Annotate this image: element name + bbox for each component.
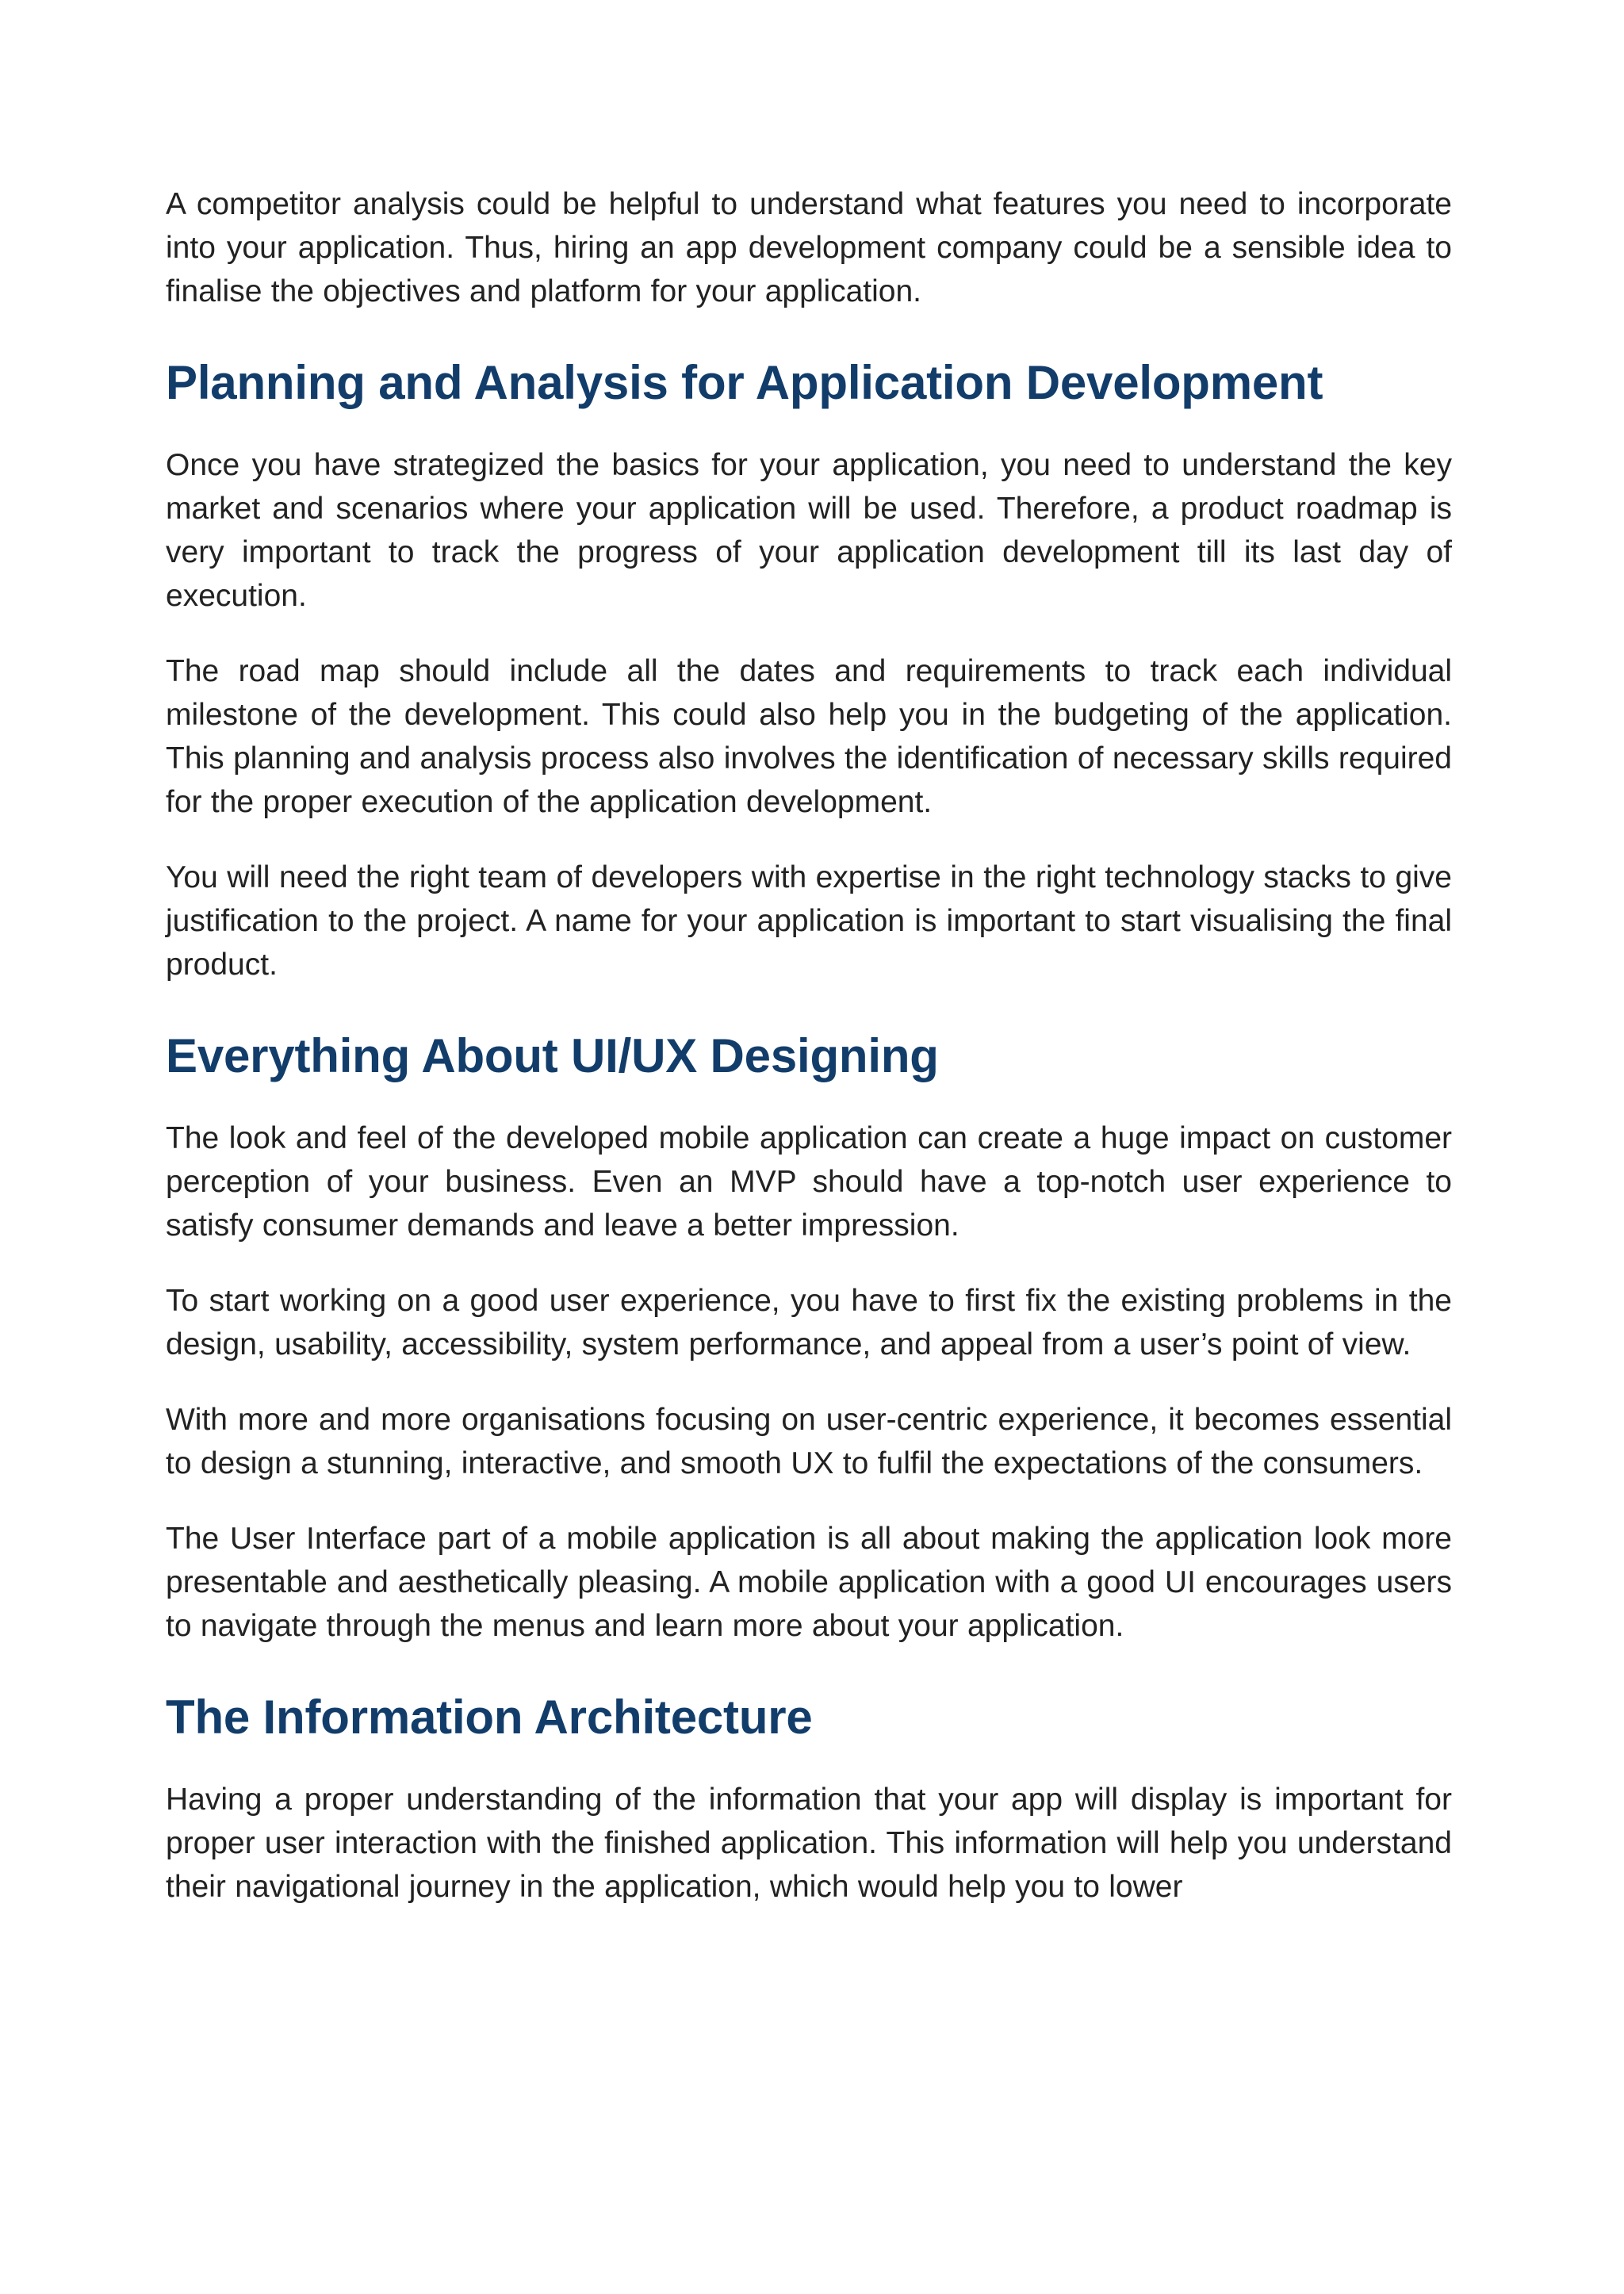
uiux-paragraph-1: The look and feel of the developed mobile application can create a huge impact on customer perception of your business. Even an MVP should have a top-notch user experience to satisfy consumer demands and leave a better impression.: [166, 1121, 1452, 1243]
uiux-paragraph-4: The User Interface part of a mobile application is all about making the application look more presentable and aesthetically pleasing. A mobile application with a good UI encourages users to navigate through the menus and learn more about your application.: [166, 1522, 1452, 1643]
section-heading-planning: Planning and Analysis for Application Development: [166, 356, 1323, 409]
planning-paragraph-1: Once you have strategized the basics for your application, you need to understand the key market and scenarios where your application will be used. Therefore, a product roadmap is very important to track the progress of your application development till its last day of execution.: [166, 448, 1452, 613]
section-heading-uiux: Everything About UI/UX Designing: [166, 1029, 939, 1082]
planning-paragraph-3: You will need the right team of developers with expertise in the right technology stacks to give justification to the project. A name for your application is important to start visualising the final product.: [166, 860, 1452, 982]
document-page: [166, 182, 1452, 1909]
intro-paragraph: A competitor analysis could be helpful to understand what features you need to incorporate into your application. Thus, hiring an app development company could be a sensible idea to finalise the objectives and platform for your application.: [166, 187, 1452, 308]
planning-paragraph-2: The road map should include all the dates and requirements to track each individual milestone of the development. This could also help you in the budgeting of the application. This planning and analysis process also involves the identification of necessary skills required for the proper execution of the application development.: [166, 654, 1452, 819]
information-architecture-paragraph-1: Having a proper understanding of the information that your app will display is important for proper user interaction with the finished application. This information will help you understand their navigational journey in the application, which would help you to lower: [166, 1783, 1452, 1904]
section-heading-information-architecture: The Information Architecture: [166, 1691, 813, 1744]
uiux-paragraph-3: With more and more organisations focusing on user-centric experience, it becomes essential to design a stunning, interactive, and smooth UX to fulfil the expectations of the consumers.: [166, 1403, 1452, 1480]
uiux-paragraph-2: To start working on a good user experience, you have to first fix the existing problems in the design, usability, accessibility, system performance, and appeal from a user’s point of view.: [166, 1284, 1452, 1361]
